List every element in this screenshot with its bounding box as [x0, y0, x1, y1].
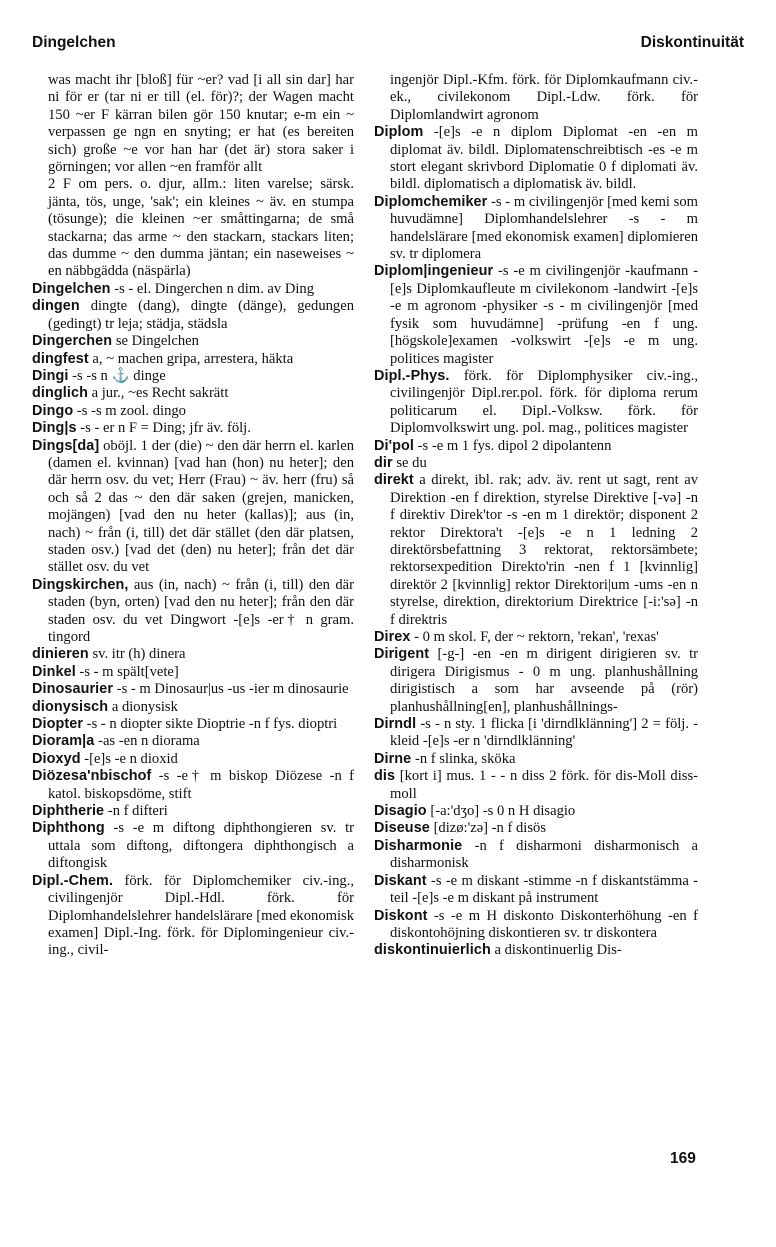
dictionary-entry	[374, 908, 698, 943]
dictionary-entry	[32, 385, 354, 402]
entry-definition: a dionysisk	[111, 698, 178, 715]
dictionary-entry	[32, 646, 354, 663]
entry-definition: -s - er n F = Ding; jfr äv. följ.	[80, 420, 251, 437]
dictionary-entry	[32, 438, 354, 577]
dictionary-entry	[374, 716, 698, 751]
header-last-word: Diskontinuität	[640, 34, 744, 51]
dictionary-entry	[374, 455, 698, 472]
right-column	[374, 72, 698, 960]
entry-continuation	[32, 176, 354, 280]
dictionary-entry	[374, 803, 698, 820]
entry-definition: -s -e m H diskonto Diskonterhöhung -en f diskontohöjning diskontieren sv. tr diskontera	[390, 907, 698, 941]
dictionary-entry	[32, 768, 354, 803]
entry-definition: -s -e m civilingenjör -kaufmann -[e]s Diplomkaufleute m civilekonom -landwirt -[e]s -e m agronom -physiker -s - m civilingenjör [med fysik som huvudämne] -prüfung -en f ung. [högskole]examen -volkswirt -[e]s -e m ung. politices magister	[390, 263, 698, 367]
entry-headword: Dirne	[374, 750, 412, 767]
entry-headword: Dingskirchen,	[32, 576, 129, 593]
dictionary-entry	[374, 646, 698, 716]
entry-headword: Dingi	[32, 367, 69, 384]
dictionary-entry	[374, 768, 698, 803]
entry-definition: -s - n sty. 1 flicka [i 'dirndlklänning'] 2 = följ. -kleid -[e]s -er n 'dirndlklänning'	[390, 716, 698, 750]
entry-headword: Disagio	[374, 803, 427, 820]
dictionary-entry	[374, 263, 698, 367]
entry-headword: Dipl.-Phys.	[374, 367, 450, 384]
left-column	[32, 72, 354, 960]
entry-definition: förk. för Diplomchemiker civ.-ing., civilingenjör Dipl.-Hdl. förk. för Diplomhandelslehrer handelslärare [med ekonomisk examen] Dipl.-Ing. förk. för Diplomingenieur civ.-ing., civil-	[48, 872, 354, 959]
entry-definition: sv. itr (h) dinera	[92, 646, 186, 663]
entry-definition: [-g-] -en -en m dirigent dirigieren sv. tr dirigera Dirigismus - 0 m ung. planhushållning dirigistisch a som har avseende på (rör) planhushållning[en], planhushållnings-	[390, 646, 698, 715]
page-header	[32, 34, 744, 56]
dictionary-entry	[32, 664, 354, 681]
entry-headword: Dingelchen	[32, 280, 111, 297]
entry-definition: -s -s m zool. dingo	[76, 402, 186, 419]
dictionary-entry	[374, 124, 698, 194]
entry-headword: Diopter	[32, 716, 84, 733]
entry-headword: Dings[da]	[32, 437, 100, 454]
entry-headword: Dinkel	[32, 663, 76, 680]
entry-headword: Dirndl	[374, 716, 417, 733]
header-first-word: Dingelchen	[32, 34, 116, 51]
entry-definition: -s -s n ⚓ dinge	[72, 367, 166, 384]
dictionary-entry	[374, 194, 698, 264]
entry-headword: Dingo	[32, 402, 74, 419]
dictionary-entry	[32, 733, 354, 750]
dictionary-entry	[32, 803, 354, 820]
entry-headword: dis	[374, 768, 396, 785]
entry-definition: -s - m spält[vete]	[79, 663, 179, 680]
entry-headword: Dinosaurier	[32, 681, 114, 698]
dictionary-entry	[32, 298, 354, 333]
dictionary-entry	[32, 368, 354, 385]
entry-definition: 2 F om pers. o. djur, allm.: liten varelse; särsk. jänta, tös, unge, 'sak'; ein kleines ~ äv. en stumpa (tösunge); die kleinen ~er småttingarna; de små stackarna; das arme ~ den stackarn, stackars liten; das dumme ~ den dumma jäntan; ein naseweises ~ en näbbgädda (näspärla)	[48, 176, 354, 280]
entry-definition: was macht ihr [bloß] für ~er? vad [i all sin dar] har ni för er (tar ni er till (el. för)?; der Wagen macht 150 ~er F kärran bilen gör 150 knutar; e-m ein ~ verpassen ge ngn en snyting; er hat (es bereiten sich) große ~e vor han har (det är) stora saker i görningen; vor allen ~en framför allt	[48, 72, 354, 176]
entry-continuation	[374, 72, 698, 124]
entry-headword: dingfest	[32, 350, 89, 367]
dictionary-entry	[32, 820, 354, 872]
entry-definition: [-a:'dʒo] -s 0 n H disagio	[430, 803, 576, 820]
entry-headword: Direx	[374, 629, 411, 645]
entry-headword: Dingerchen	[32, 333, 113, 350]
dictionary-entry	[32, 751, 354, 768]
entry-headword: Diplom|ingenieur	[374, 263, 494, 280]
entry-headword: Diseuse	[374, 820, 430, 837]
entry-definition: oböjl. 1 der (die) ~ den där herrn el. karlen (damen el. kvinnan) [vad han (hon) nu heter]; den där herrn osv. du vet; Herr (Frau) ~ äv. herr (fru) så och så 2 das ~ den där saken (grejen, manicken, mojängen) [vad den nu heter (kallas)]; aus (in, nach) ~ från (i, till) det där stället (den där platsen, staden osv.) [vad det (den) nu heter]; från det där stället osv. du vet	[48, 437, 354, 576]
entry-headword: Dioram|a	[32, 733, 95, 750]
entry-definition: a diskontinuerlig Dis-	[494, 942, 622, 959]
entry-definition: [kort i] mus. 1 - - n diss 2 förk. för dis-Moll diss-moll	[390, 768, 698, 802]
entry-continuation	[32, 72, 354, 176]
entry-headword: Dirigent	[374, 646, 430, 663]
entry-headword: Diplom	[374, 124, 424, 141]
entry-headword: Di'pol	[374, 437, 414, 454]
entry-definition: se du	[396, 454, 427, 471]
dictionary-entry	[374, 838, 698, 873]
entry-headword: Diplomchemiker	[374, 193, 488, 210]
entry-headword: dir	[374, 454, 393, 471]
dictionary-entry	[32, 403, 354, 420]
dictionary-entry	[32, 351, 354, 368]
entry-definition: -as -en n diorama	[98, 733, 200, 750]
dictionary-entry	[32, 699, 354, 716]
dictionary-entry	[32, 281, 354, 298]
dictionary-entry	[374, 942, 698, 959]
dictionary-entry	[374, 873, 698, 908]
entry-definition: -n f disharmoni disharmonisch a disharmonisk	[390, 837, 698, 872]
entry-definition: aus (in, nach) ~ från (i, till) den där staden (byn, orten) [vad den nu heter]; från den där staden osv. du vet Dingwort -[e]s -er† n gram. tingord	[48, 576, 354, 645]
entry-definition: -s -e m 1 fys. dipol 2 dipolantenn	[417, 437, 612, 454]
entry-definition: a direkt, ibl. rak; adv. äv. rent ut sagt, rent av Direktion -en f direktion, styrelse Direktive [-və] -n f direktiv Direk'tor -s -en m 1 direktör; disponent 2 rektor Direktora't -[e]s -e n 1 ledning 2 direktörsbefattning 3 rektorat, rektorsämbete; rektorsexpedition Direkto'rin -nen f 1 [kvinnlig] direktör 2 [kvinnlig] rektor Direktori|um -ums -en n styrelse, direktion, direktorium Direktrice [-i:'sə] -n f direktris	[390, 472, 698, 628]
entry-definition: -s -e m diskant -stimme -n f diskantstämma -teil -[e]s -e m diskant på instrument	[390, 872, 698, 907]
entry-headword: Diphthong	[32, 820, 105, 837]
dictionary-entry	[32, 420, 354, 437]
entry-headword: Ding|s	[32, 420, 77, 437]
dictionary-entry	[32, 333, 354, 350]
dictionary-entry	[374, 368, 698, 438]
entry-definition: - 0 m skol. F, der ~ rektorn, 'rekan', 'rexas'	[414, 629, 659, 645]
entry-headword: dinieren	[32, 646, 89, 663]
dictionary-entry	[32, 873, 354, 960]
entry-definition: förk. för Diplomphysiker civ.-ing., civilingenjör Dipl.rer.pol. förk. för diploma rerum politicarum el. Dipl.-Volksw. förk. för Diplomvolkswirt ung. pol. mag., politices magister	[390, 367, 698, 437]
entry-headword: dionysisch	[32, 698, 109, 715]
entry-definition: -n f difteri	[107, 803, 168, 820]
entry-headword: diskontinuierlich	[374, 942, 491, 959]
entry-headword: Dioxyd	[32, 750, 81, 767]
entry-definition: -s - m Dinosaur|us -us -ier m dinosaurie	[116, 681, 349, 698]
entry-definition: [dizø:'zə] -n f disös	[433, 820, 547, 837]
dictionary-entry	[32, 577, 354, 647]
entry-definition: -[e]s -e n diplom Diplomat -en -en m diplomat äv. bildl. Diplomatenschreibtisch -es -e m stort elegant skrivbord Diplomatie 0 f diplomati äv. bildl. diplomatisch a diplomatisk äv. bildl.	[390, 124, 698, 193]
entry-definition: a, ~ machen gripa, arrestera, häkta	[92, 350, 294, 367]
dictionary-entry	[374, 629, 698, 646]
dictionary-entry	[374, 472, 698, 629]
entry-definition: -s -e† m biskop Diözese -n f katol. biskopsdöme, stift	[48, 768, 354, 802]
entry-headword: Diözesa'nbischof	[32, 768, 152, 785]
entry-definition: -s - m civilingenjör [med kemi som huvudämne] Diplomhandelslehrer -s - m handelslärare [med ekonomisk examen] diplomieren sv. tr diplomera	[390, 193, 698, 263]
dictionary-entry	[374, 438, 698, 455]
entry-definition: dingte (dang), dingte (dänge), gedungen (gedingt) tr leja; städja, städsla	[48, 298, 354, 332]
entry-headword: Diskont	[374, 907, 428, 924]
entry-headword: dingen	[32, 298, 80, 315]
dictionary-entry	[374, 751, 698, 768]
entry-headword: Dipl.-Chem.	[32, 872, 114, 889]
entry-definition: ingenjör Dipl.-Kfm. förk. för Diplomkaufmann civ.-ek., civilekonom Dipl.-Ldw. förk. för Diplomlandwirt agronom	[390, 72, 698, 123]
entry-definition: se Dingelchen	[115, 333, 199, 350]
dictionary-entry	[374, 820, 698, 837]
entry-headword: Diskant	[374, 872, 427, 889]
page-number: 169	[670, 1150, 696, 1167]
entry-headword: dinglich	[32, 385, 88, 402]
entry-definition: -n f slinka, sköka	[414, 750, 516, 767]
dictionary-entry	[32, 681, 354, 698]
entry-definition: -[e]s -e n dioxid	[84, 750, 178, 767]
dictionary-entry	[32, 716, 354, 733]
entry-headword: direkt	[374, 472, 414, 489]
entry-headword: Diphtherie	[32, 803, 105, 820]
entry-definition: -s -e m diftong diphthongieren sv. tr uttala som diftong, diftongera diphthongisch a diftongisk	[48, 820, 354, 872]
entry-definition: -s - n diopter sikte Dioptrie -n f fys. dioptri	[86, 716, 338, 733]
entry-definition: -s - el. Dingerchen n dim. av Ding	[114, 280, 315, 297]
entry-headword: Disharmonie	[374, 837, 463, 854]
entry-definition: a jur., ~es Recht sakrätt	[91, 385, 229, 402]
